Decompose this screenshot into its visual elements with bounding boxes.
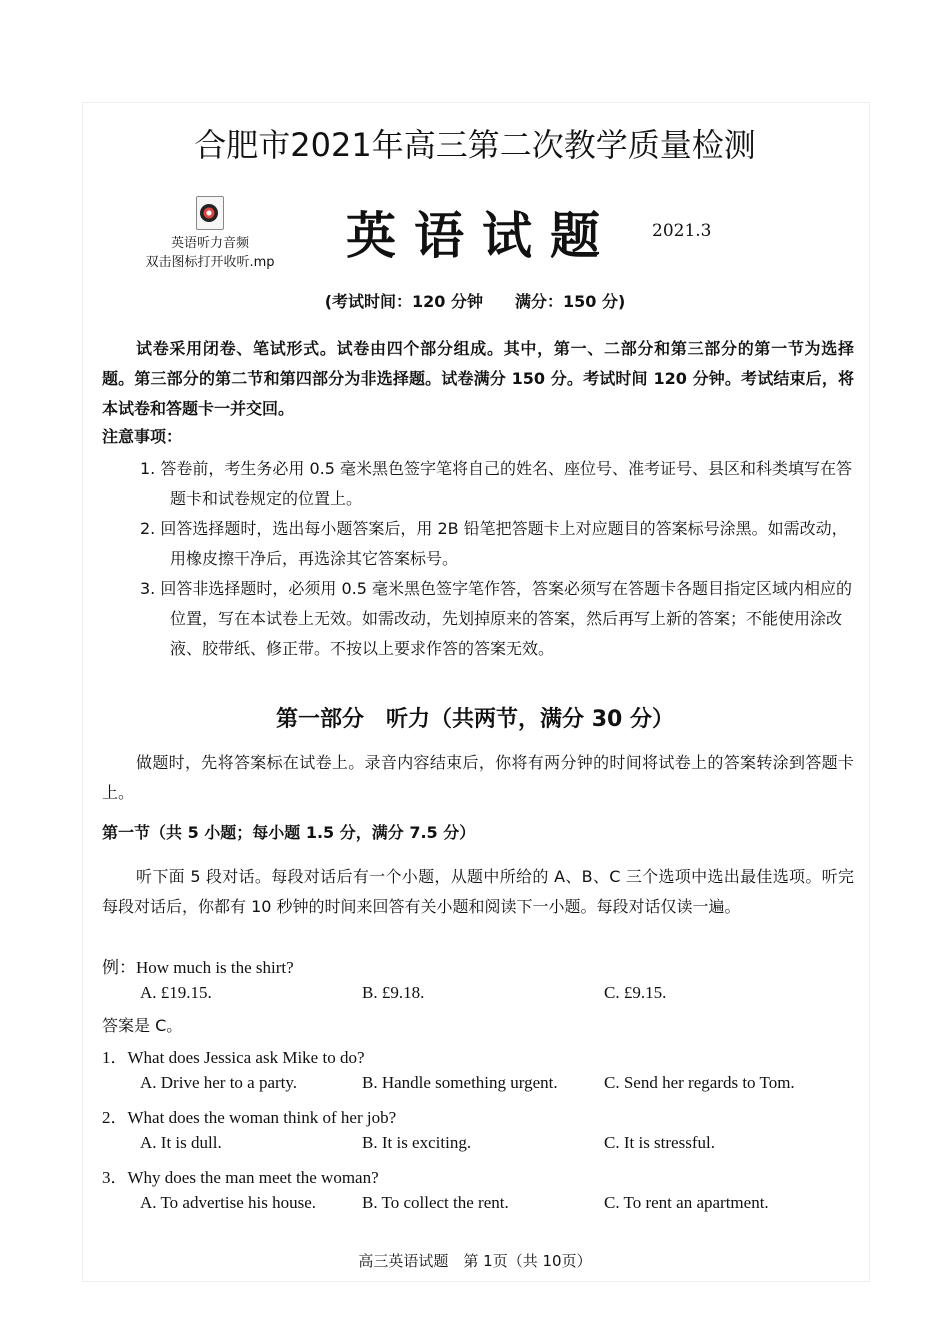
question-3-option-b: B. To collect the rent. [362,1193,509,1212]
question-3: 3．Why does the man meet the woman? [102,1168,379,1187]
question-3-option-c: C. To rent an apartment. [604,1193,769,1212]
page-footer: 高三英语试题 第 1页（共 10页） [358,1252,592,1270]
attachment-label-1: 英语听力音频 [170,236,249,251]
question-2: 2．What does the woman think of her job? [102,1108,397,1127]
exam-date: 2021.3 [652,221,712,241]
note-item-3: 3. 回答非选择题时，必须用 0.5 毫米黑色签字笔作答，答案必须写在答题卡各题目指定区域内相应的位置，写在本试卷上无效。如需改动，先划掉原来的答案，然后再写上新的答案；不能使用涂改液、胶带纸、修正带。不按以上要求作答的答案无效。 [140,579,852,658]
question-3-option-a: A. To advertise his house. [140,1193,317,1212]
exam-info: (考试时间：120 分钟 满分：150 分) [324,292,626,311]
example-answer: 答案是 C。 [102,1016,183,1035]
subject-title: 英语试题 [346,206,618,265]
question-1-option-b: B. Handle something urgent. [362,1073,558,1092]
question-2-option-b: B. It is exciting. [362,1133,472,1152]
example-option-c: C. £9.15. [604,983,667,1002]
question-1: 1．What does Jessica ask Mike to do? [102,1048,365,1067]
attachment-label-2: 双击图标打开收听.mp [145,255,275,270]
audio-file-icon[interactable] [196,196,224,230]
section1-instruction: 听下面 5 段对话。每段对话后有一个小题，从题中所给的 A、B、C 三个选项中选出最佳选项。听完每段对话后，你都有 10 秒钟的时间来回答有关小题和阅读下一小题。每段对话仅读一遍。 [102,867,854,916]
example-question: 例：How much is the shirt? [102,958,294,977]
example-option-b: B. £9.18. [362,983,425,1002]
part1-title: 第一部分 听力（共两节，满分 30 分） [276,707,674,732]
notes-title: 注意事项： [102,427,183,446]
question-2-option-a: A. It is dull. [140,1133,222,1152]
intro-paragraph: 试卷采用闭卷、笔试形式。试卷由四个部分组成。其中，第一、二部分和第三部分的第一节为选择题。第三部分的第二节和第四部分为非选择题。试卷满分 150 分。考试时间 120 分钟。考试结束后，将本试卷和答题卡一并交回。 [102,339,854,418]
example-option-a: A. £19.15. [140,983,212,1002]
part1-instruction: 做题时，先将答案标在试卷上。录音内容结束后，你将有两分钟的时间将试卷上的答案转涂到答题卡上。 [102,753,854,802]
audio-attachment[interactable] [140,196,280,272]
question-2-option-c: C. It is stressful. [604,1133,715,1152]
exam-title: 合肥市2021年高三第二次教学质量检测 [194,126,756,164]
note-item-1: 1. 答卷前，考生务必用 0.5 毫米黑色签字笔将自己的姓名、座位号、准考证号、县区和科类填写在答题卡和试卷规定的位置上。 [140,459,852,508]
question-1-option-a: A. Drive her to a party. [140,1073,298,1092]
section1-title: 第一节（共 5 小题；每小题 1.5 分，满分 7.5 分） [102,823,476,842]
question-1-option-c: C. Send her regards to Tom. [604,1073,795,1092]
note-item-2: 2. 回答选择题时，选出每小题答案后，用 2B 铅笔把答题卡上对应题目的答案标号涂黑。如需改动，用橡皮擦干净后，再选涂其它答案标号。 [140,519,848,568]
